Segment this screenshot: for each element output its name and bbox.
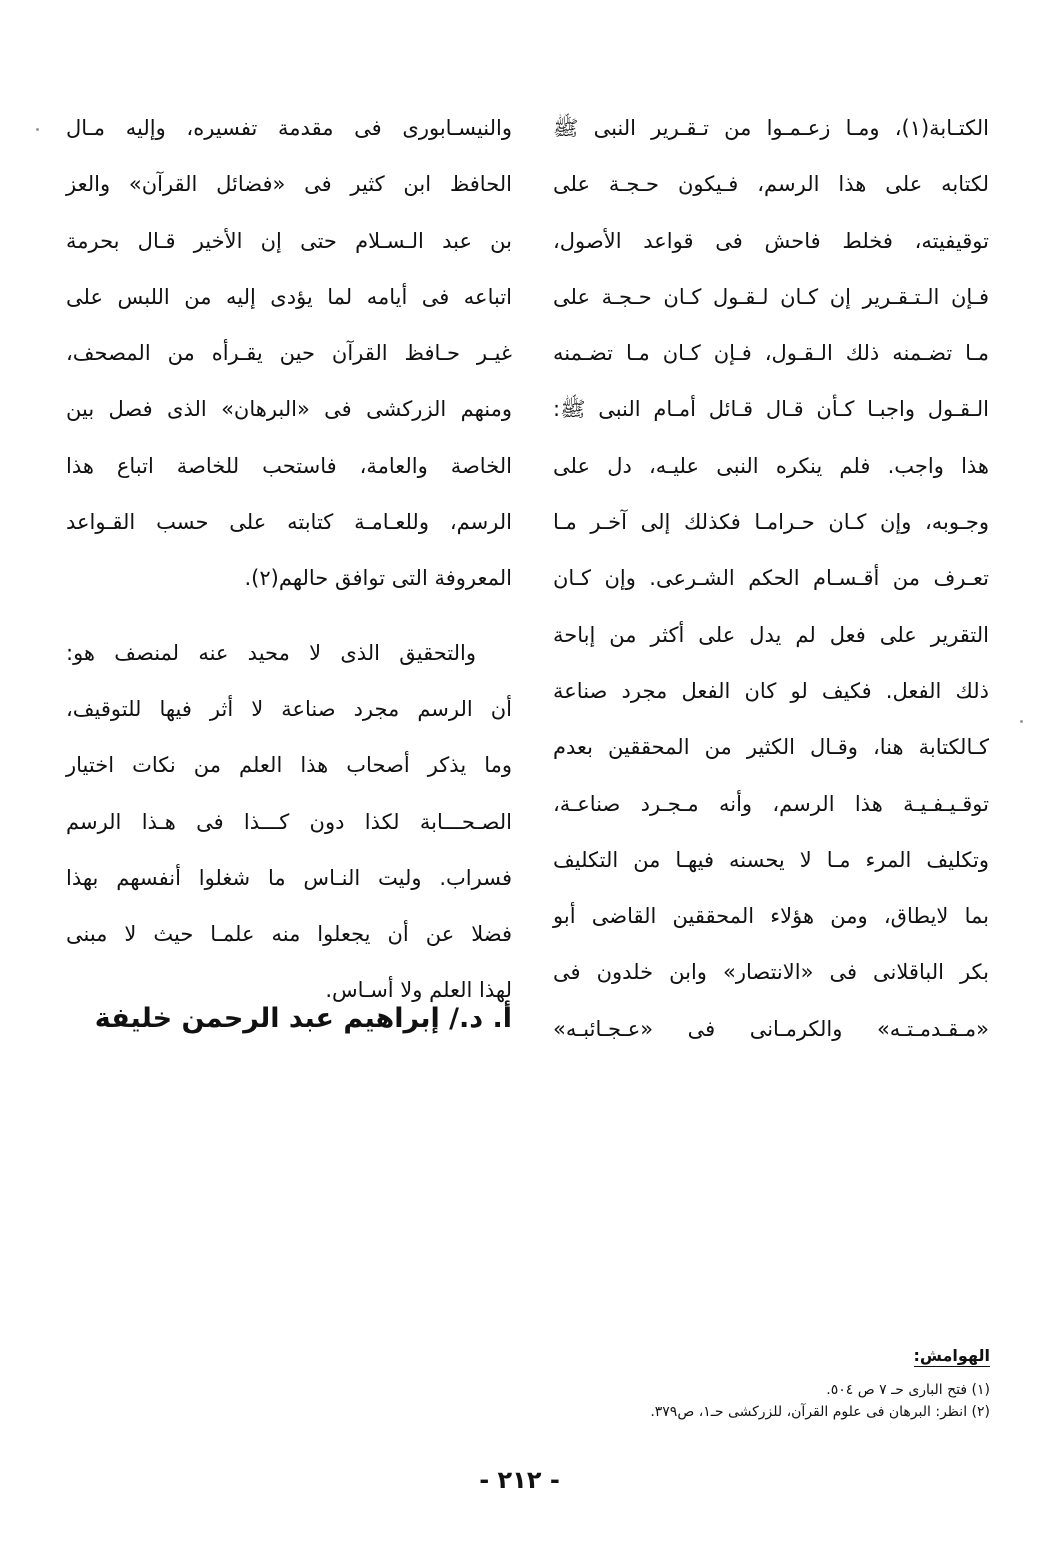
author-signature: أ. د./ إبراهيم عبد الرحمن خليفة — [94, 1003, 512, 1034]
text-line: «مـقـدمـتـه» والكرمـانى فى «عـجـائبـه» — [553, 1016, 989, 1041]
text-line: غيـر حـافظ القرآن حين يقـرأه من المصحف، — [66, 341, 512, 366]
margin-speck — [1020, 720, 1023, 723]
text-line: الخاصة والعامة، فاستحب للخاصة اتباع هذا — [66, 453, 512, 478]
text-line: أن الرسم مجرد صناعة لا أثر فيها للتوقيف، — [66, 696, 512, 721]
text-line: الكتـابة(١)، ومـا زعـمـوا من تـقـرير النبى ﷺ — [553, 116, 989, 140]
text-line: اتباعه فى أيامه لما يؤدى إليه من اللبس على — [66, 284, 512, 309]
text-line: تعـرف من أقـسـام الحكم الشـرعى. وإن كـان — [553, 566, 989, 591]
text-line: الحافظ ابن كثير فى «فضائل القرآن» والعز — [66, 172, 512, 197]
footnotes-heading — [700, 1346, 990, 1365]
margin-speck — [36, 128, 39, 131]
text-line: وما يذكر أصحاب هذا العلم من نكات اختيار — [66, 753, 512, 778]
left-column — [66, 100, 512, 1019]
text-line: والتحقيق الذى لا محيد عنه لمنصف هو: — [66, 640, 476, 665]
text-line: الـقـول واجبـا كـأن قـال قـائل أمـام النبى ﷺ: — [553, 397, 989, 422]
paragraph-gap — [66, 607, 512, 625]
footnote: (١) فتح البارى حـ ٧ ص ٥٠٤. — [826, 1382, 990, 1398]
text-line: توقيفيته، فخلط فاحش فى قواعد الأصول، — [553, 228, 989, 253]
page-number: - ٢١٢ - — [479, 1466, 560, 1494]
text-line: هذا واجب. فلم ينكره النبى عليـه، دل على — [553, 453, 989, 478]
text-line: لهذا العلم ولا أسـاس. — [325, 978, 512, 1003]
footnote: (٢) انظر: البرهان فى علوم القرآن، للزركشى حـ١، ص٣٧٩. — [650, 1404, 990, 1420]
text-line: الرسم، وللعـامـة كتابته على حسب القـواعد — [66, 510, 512, 535]
text-line: المعروفة التى توافق حالهم(٢). — [244, 566, 512, 591]
text-line: التقرير على فعل لم يدل على أكثر من إباحة — [553, 622, 989, 647]
right-column — [553, 100, 989, 1057]
text-line: توقـيـفـيـة هذا الرسم، وأنه مـجـرد صناعـة، — [553, 791, 989, 816]
text-line: فسراب. وليت النـاس ما شغلوا أنفسهم بهذا — [66, 865, 512, 890]
text-line: كـالكتابة هنا، وقـال الكثير من المحققين بعدم — [553, 735, 989, 760]
text-line: والنيسـابورى فى مقدمة تفسيره، وإليه مـال — [66, 116, 512, 140]
text-line: فـإن الـتـقـرير إن كـان لـقـول كـان حـجـة على — [553, 284, 989, 309]
text-line: فضلا عن أن يجعلوا منه علمـا حيث لا مبنى — [66, 922, 512, 947]
text-line: لكتابه على هذا الرسم، فـيكون حـجـة على — [553, 172, 989, 197]
text-line: وتكليف المرء مـا لا يحسنه فيهـا من التكليف — [553, 847, 989, 872]
text-line: ومنهم الزركشى فى «البرهان» الذى فصل بين — [66, 397, 512, 422]
text-line: بن عبد الـسـلام حتى إن الأخير قـال بحرمة — [66, 228, 512, 253]
text-line: الصـحـــابة لكذا دون كـــذا فى هـذا الرسم — [66, 809, 512, 834]
text-line: مـا تضـمنه ذلك الـقـول، فـإن كـان مـا تضـمنه — [553, 341, 989, 366]
text-line: ذلك الفعل. فكيف لو كان الفعل مجرد صناعة — [553, 678, 989, 703]
text-line: بكر الباقلانى فى «الانتصار» وابن خلدون فى — [553, 960, 989, 985]
text-line: بما لايطاق، ومن هؤلاء المحققين القاضى أبو — [553, 904, 989, 929]
text-line: وجـوبه، وإن كـان حـرامـا فكذلك إلى آخـر مـا — [553, 510, 989, 535]
footnotes-heading-text: الهوامش: — [913, 1346, 990, 1365]
